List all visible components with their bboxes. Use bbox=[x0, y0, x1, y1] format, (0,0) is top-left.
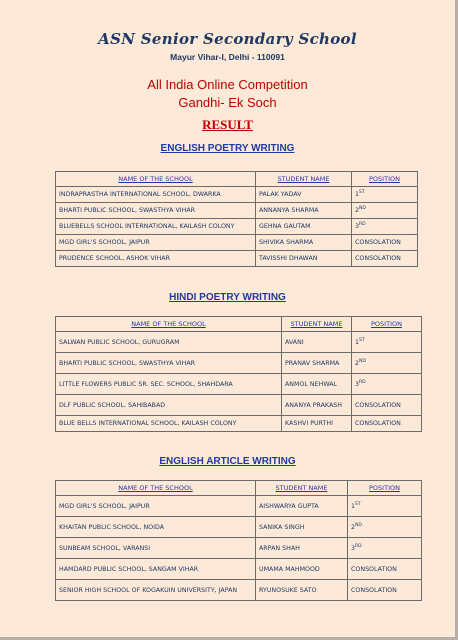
position-value: CONSOLATION bbox=[351, 586, 397, 594]
table-row bbox=[56, 395, 422, 416]
col-header-position: POSITION bbox=[348, 481, 422, 496]
school-cell: SUNBEAM SCHOOL, VARANSI bbox=[56, 538, 256, 559]
position-cell bbox=[352, 332, 422, 353]
student-cell: ANMOL NEHWAL bbox=[282, 374, 352, 395]
position-cell bbox=[348, 580, 422, 601]
position-cell bbox=[352, 374, 422, 395]
student-cell: TAVISSHI DHAWAN bbox=[256, 251, 352, 267]
table-header-row bbox=[56, 481, 422, 496]
table-row bbox=[56, 416, 422, 432]
school-cell: MGD GIRL'S SCHOOL, JAIPUR bbox=[56, 496, 256, 517]
position-value: 2 bbox=[355, 207, 360, 214]
school-cell: LITTLE FLOWERS PUBLIC SR. SEC. SCHOOL, SHAHDARA bbox=[56, 374, 282, 395]
table-row bbox=[56, 496, 422, 517]
position-cell bbox=[352, 235, 418, 251]
position-value: CONSOLATION bbox=[355, 420, 401, 427]
school-cell: MGD GIRL'S SCHOOL, JAIPUR bbox=[56, 235, 256, 251]
position-value: CONSOLATION bbox=[355, 255, 401, 262]
table-row bbox=[56, 559, 422, 580]
col-header-student: STUDENT NAME bbox=[256, 172, 352, 187]
school-cell: PRUDENCE SCHOOL, ASHOK VIHAR bbox=[56, 251, 256, 267]
student-cell: ARPAN SHAH bbox=[256, 538, 348, 559]
position-cell bbox=[348, 496, 422, 517]
position-cell bbox=[352, 416, 422, 432]
result-heading: RESULT bbox=[202, 117, 253, 132]
table-row bbox=[56, 219, 418, 235]
school-cell: SENIOR HIGH SCHOOL OF KOGAKUIN UNIVERSITY, JAPAN bbox=[56, 580, 256, 601]
student-cell: UMAMA MAHMOOD bbox=[256, 559, 348, 580]
student-cell: SANIKA SINGH bbox=[256, 517, 348, 538]
results-table-hindi-poetry bbox=[55, 316, 422, 432]
position-cell bbox=[352, 395, 422, 416]
table-header-row bbox=[56, 317, 422, 332]
table-row bbox=[56, 235, 418, 251]
section-title-english-article: ENGLISH ARTICLE WRITING bbox=[159, 456, 296, 467]
position-cell bbox=[348, 559, 422, 580]
table-row bbox=[56, 517, 422, 538]
student-cell: SHIVIKA SHARMA bbox=[256, 235, 352, 251]
col-header-school: NAME OF THE SCHOOL bbox=[56, 317, 282, 332]
table-row bbox=[56, 203, 418, 219]
position-cell bbox=[352, 219, 418, 235]
col-header-school: NAME OF THE SCHOOL bbox=[56, 481, 256, 496]
position-cell bbox=[348, 538, 422, 559]
position-suffix: RD bbox=[359, 379, 366, 385]
student-cell: ANNANYA SHARMA bbox=[256, 203, 352, 219]
position-cell bbox=[352, 187, 418, 203]
col-header-position: POSITION bbox=[352, 317, 422, 332]
table-row bbox=[56, 538, 422, 559]
results-table-english-poetry bbox=[55, 171, 418, 267]
position-value: CONSOLATION bbox=[351, 565, 397, 573]
school-cell: INDRAPRASTHA INTERNATIONAL SCHOOL, DWARKA bbox=[56, 187, 256, 203]
position-cell bbox=[352, 353, 422, 374]
table-row bbox=[56, 353, 422, 374]
col-header-student: STUDENT NAME bbox=[256, 481, 348, 496]
student-cell: GEHNA GAUTAM bbox=[256, 219, 352, 235]
position-value: 1 bbox=[355, 338, 360, 346]
position-value: 2 bbox=[351, 523, 356, 531]
position-value: 3 bbox=[351, 544, 356, 552]
position-cell bbox=[352, 203, 418, 219]
student-cell: ANANYA PRAKASH bbox=[282, 395, 352, 416]
position-suffix: ST bbox=[355, 501, 361, 507]
school-name: ASN Senior Secondary School bbox=[98, 30, 357, 48]
student-cell: RYUNOSUKE SATO bbox=[256, 580, 348, 601]
position-suffix: RD bbox=[355, 543, 362, 549]
position-suffix: ND bbox=[355, 522, 362, 528]
position-suffix: ST bbox=[359, 189, 365, 195]
competition-title: All India Online Competition bbox=[147, 77, 308, 92]
position-value: 3 bbox=[355, 380, 360, 388]
col-header-school: NAME OF THE SCHOOL bbox=[56, 172, 256, 187]
position-cell bbox=[348, 517, 422, 538]
position-value: 1 bbox=[351, 502, 356, 510]
table-header-row bbox=[56, 172, 418, 187]
position-suffix: ND bbox=[359, 205, 366, 211]
student-cell: AISHWARYA GUPTA bbox=[256, 496, 348, 517]
competition-theme: Gandhi- Ek Soch bbox=[178, 95, 277, 110]
position-cell bbox=[352, 251, 418, 267]
col-header-student: STUDENT NAME bbox=[282, 317, 352, 332]
school-cell: BHARTI PUBLIC SCHOOL, SWASTHYA VIHAR bbox=[56, 203, 256, 219]
results-table-english-article bbox=[55, 480, 422, 601]
school-cell: DLF PUBLIC SCHOOL, SAHIBABAD bbox=[56, 395, 282, 416]
position-suffix: RD bbox=[359, 221, 366, 227]
position-suffix: ST bbox=[359, 337, 365, 343]
student-cell: PRANAV SHARMA bbox=[282, 353, 352, 374]
position-value: 3 bbox=[355, 223, 360, 230]
table-row bbox=[56, 580, 422, 601]
student-cell: AVANI bbox=[282, 332, 352, 353]
section-title-hindi-poetry: HINDI POETRY WRITING bbox=[169, 292, 286, 303]
student-cell: KASHVI PURTHI bbox=[282, 416, 352, 432]
school-address: Mayur Vihar-I, Delhi - 110091 bbox=[170, 52, 285, 62]
table-row bbox=[56, 187, 418, 203]
school-cell: BHARTI PUBLIC SCHOOL, SWASTHYA VIHAR bbox=[56, 353, 282, 374]
school-cell: BLUEBELLS SCHOOL INTERNATIONAL, KAILASH COLONY bbox=[56, 219, 256, 235]
school-cell: HAMDARD PUBLIC SCHOOL, SANGAM VIHAR bbox=[56, 559, 256, 580]
table-row bbox=[56, 374, 422, 395]
position-value: 2 bbox=[355, 359, 360, 367]
student-cell: PALAK YADAV bbox=[256, 187, 352, 203]
position-value: 1 bbox=[355, 191, 360, 198]
school-cell: BLUE BELLS INTERNATIONAL SCHOOL, KAILASH COLONY bbox=[56, 416, 282, 432]
school-cell: KHAITAN PUBLIC SCHOOL, NOIDA bbox=[56, 517, 256, 538]
table-row bbox=[56, 251, 418, 267]
col-header-position: POSITION bbox=[352, 172, 418, 187]
position-suffix: ND bbox=[359, 358, 366, 364]
table-row bbox=[56, 332, 422, 353]
school-cell: SALWAN PUBLIC SCHOOL, GURUGRAM bbox=[56, 332, 282, 353]
section-title-english-poetry: ENGLISH POETRY WRITING bbox=[160, 143, 295, 154]
position-value: CONSOLATION bbox=[355, 401, 401, 409]
position-value: CONSOLATION bbox=[355, 239, 401, 246]
